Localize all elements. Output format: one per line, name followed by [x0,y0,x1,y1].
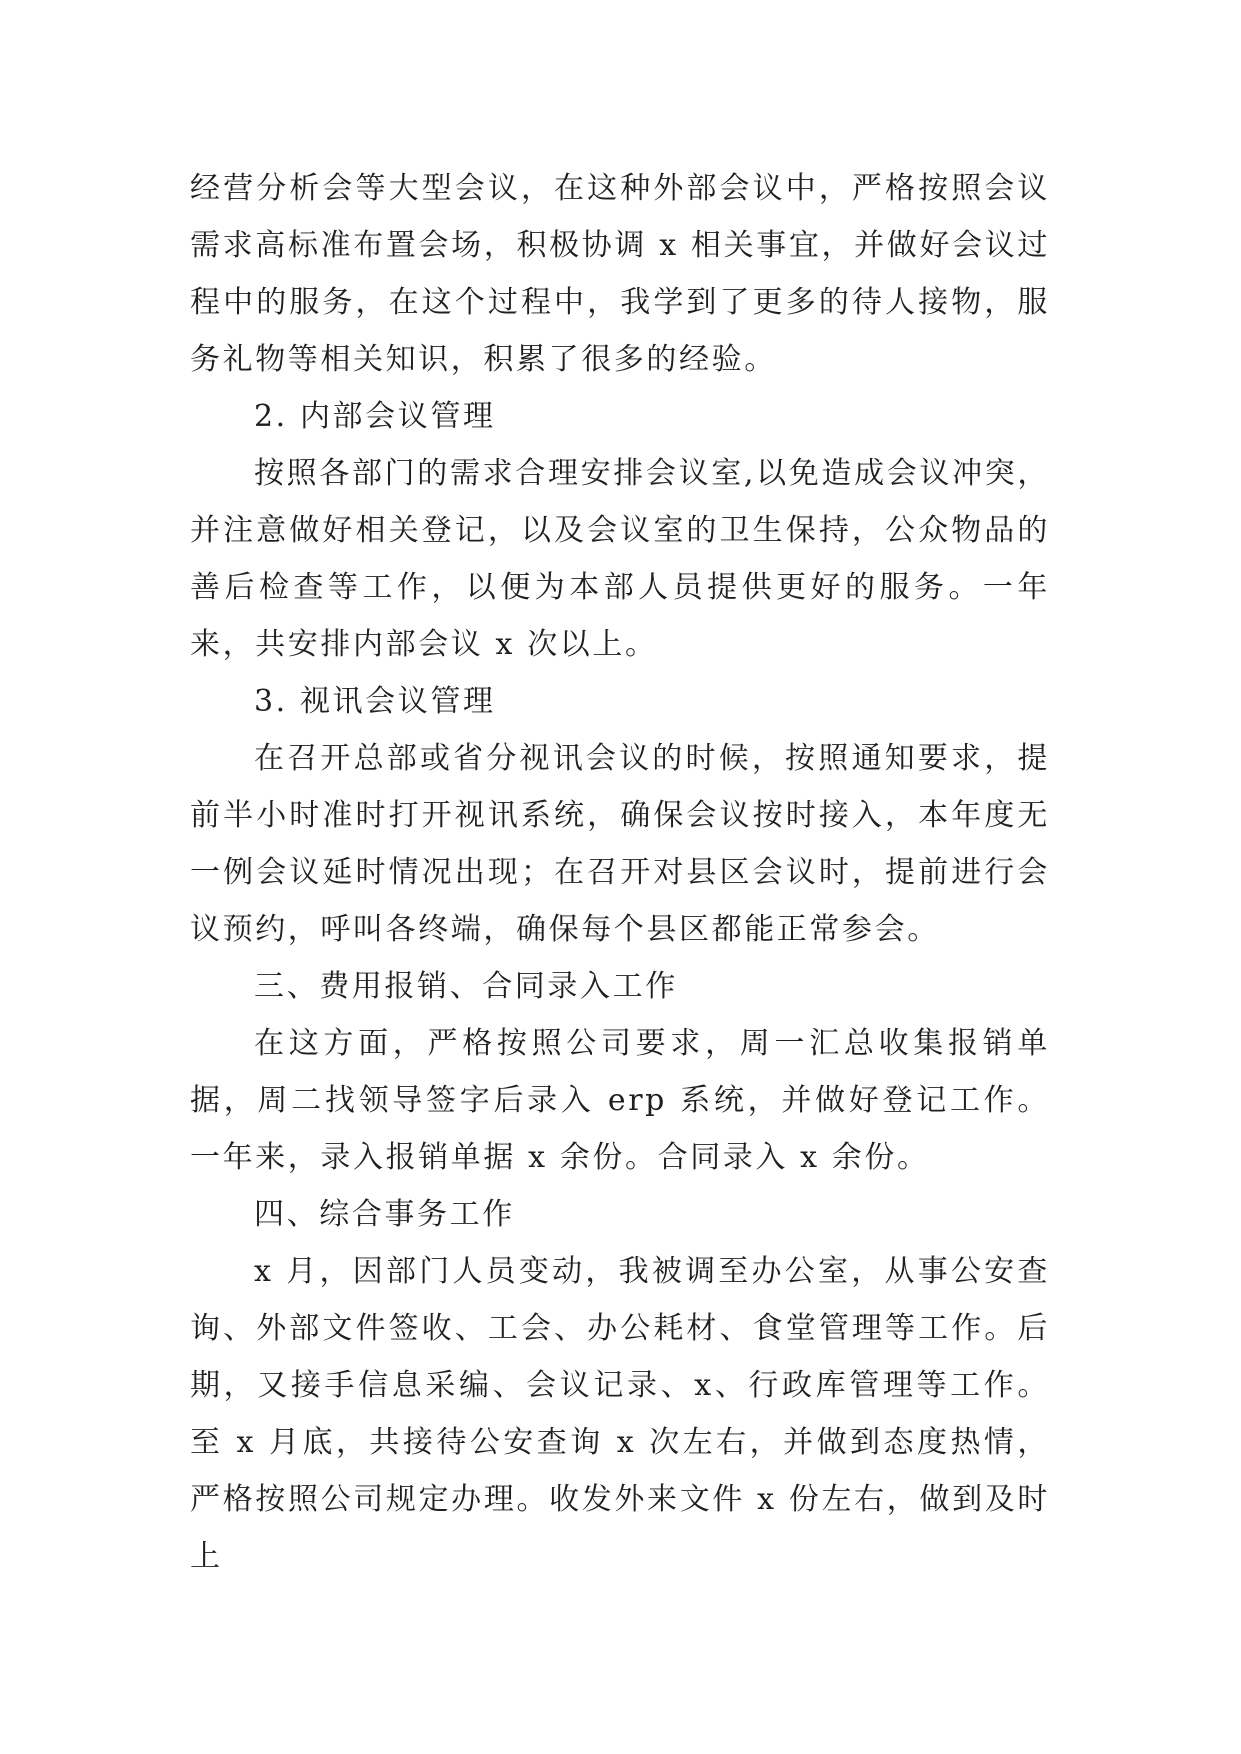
paragraph-expense-contract-entry: 在这方面，严格按照公司要求，周一汇总收集报销单据，周二找领导签字后录入 erp 系统，并做好登记工作。一年来，录入报销单据 x 余份。合同录入 x 余份。 [190,1026,1050,1175]
heading-expense-contract-entry: 三、费用报销、合同录入工作 [254,969,678,1004]
paragraph-external-meetings: 经营分析会等大型会议，在这种外部会议中，严格按照会议需求高标准布置会场，积极协调 x 相关事宜，并做好会议过程中的服务，在这个过程中，我学到了更多的待人接物，服务礼物等相关知识，积累了很多的经验。 [190,171,1050,377]
heading-internal-meeting-management: 2. 内部会议管理 [254,399,496,434]
paragraph-general-affairs: x 月，因部门人员变动，我被调至办公室，从事公安查询、外部文件签收、工会、办公耗材、食堂管理等工作。后期，又接手信息采编、会议记录、x、行政库管理等工作。至 x 月底，共接待公安查询 x 次左右，并做到态度热情，严格按照公司规定办理。收发外来文件 x 份左右，做到及时上 [190,1254,1050,1574]
paragraph-internal-meetings: 按照各部门的需求合理安排会议室,以免造成会议冲突，并注意做好相关登记，以及会议室的卫生保持，公众物品的善后检查等工作，以便为本部人员提供更好的服务。一年来，共安排内部会议 x 次以上。 [190,456,1050,662]
document-page [190,160,1050,1585]
heading-video-conference-management: 3. 视讯会议管理 [254,684,496,719]
paragraph-video-conferences: 在召开总部或省分视讯会议的时候，按照通知要求，提前半小时准时打开视讯系统，确保会议按时接入，本年度无一例会议延时情况出现；在召开对县区会议时，提前进行会议预约，呼叫各终端，确保每个县区都能正常参会。 [190,741,1050,947]
heading-general-affairs: 四、综合事务工作 [254,1197,515,1232]
